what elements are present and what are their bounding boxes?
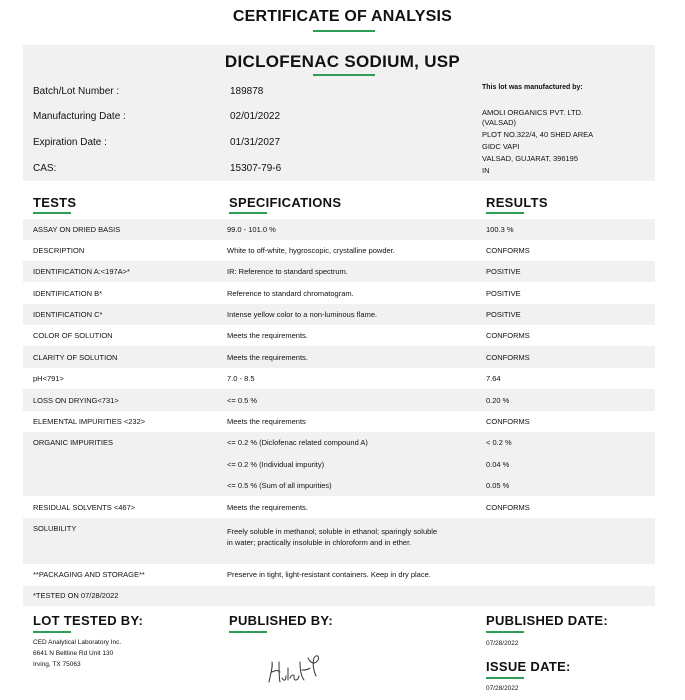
manufacturer-line: (VALSAD)	[482, 118, 517, 127]
test-result: 100.3 %	[486, 225, 514, 234]
published-date-heading: PUBLISHED DATE:	[486, 613, 608, 628]
manufacturer-line: AMOLI ORGANICS PVT. LTD.	[482, 108, 584, 117]
table-row	[23, 389, 655, 411]
test-specification: Meets the requirements	[227, 417, 306, 426]
test-name: CLARITY OF SOLUTION	[33, 353, 118, 362]
published-date-underline	[486, 631, 524, 633]
test-result: 0.20 %	[486, 396, 510, 405]
test-result: 7.64	[486, 374, 501, 383]
test-name: pH<791>	[33, 374, 64, 383]
test-result: 0.04 %	[486, 460, 510, 469]
test-specification: Reference to standard chromatogram.	[227, 289, 354, 298]
tests-header: TESTS	[33, 195, 77, 210]
test-result: POSITIVE	[486, 267, 521, 276]
test-specification: Meets the requirements.	[227, 353, 308, 362]
signature-image	[264, 648, 324, 688]
specifications-header-underline	[229, 212, 267, 214]
test-result: < 0.2 %	[486, 438, 512, 447]
test-name: IDENTIFICATION B*	[33, 289, 103, 298]
table-row	[23, 325, 655, 346]
test-name: RESIDUAL SOLVENTS <467>	[33, 503, 136, 512]
title-underline	[313, 30, 375, 32]
batch-lot-label: Batch/Lot Number :	[33, 86, 120, 97]
table-row	[23, 304, 655, 325]
table-row	[23, 346, 655, 368]
test-name: LOSS ON DRYING<731>	[33, 396, 119, 405]
test-specification: Meets the requirements.	[227, 331, 308, 340]
manufacturer-heading: This lot was manufactured by:	[482, 84, 583, 91]
test-name: SOLUBILITY	[33, 524, 77, 533]
test-result: POSITIVE	[486, 289, 521, 298]
manufacturer-line: VALSAD, GUJARAT, 396195	[482, 154, 579, 163]
specifications-header: SPECIFICATIONS	[229, 195, 342, 210]
test-specification: Preserve in tight, light-resistant containers. Keep in dry place.	[227, 570, 431, 579]
test-specification: Intense yellow color to a non-luminous flame.	[227, 310, 378, 319]
tests-header-underline	[33, 212, 71, 214]
cas-label: CAS:	[33, 163, 57, 174]
test-name: IDENTIFICATION A:<197A>*	[33, 267, 130, 276]
lot-tested-by-heading: LOT TESTED BY:	[33, 613, 144, 628]
test-specification: Freely soluble in methanol; soluble in ethanol; sparingly soluble in water; practically insoluble in chloroform and in ether.	[227, 527, 438, 547]
manufacturing-date-value: 02/01/2022	[230, 111, 281, 122]
issue-date-heading: ISSUE DATE:	[486, 659, 571, 674]
test-specification: White to off-white, hygroscopic, crystalline powder.	[227, 246, 395, 255]
table-row	[23, 368, 655, 389]
test-name: DESCRIPTION	[33, 246, 85, 255]
issue-date-value: 07/28/2022	[486, 685, 519, 692]
test-specification: 7.0 - 8.5	[227, 374, 255, 383]
results-header: RESULTS	[486, 195, 548, 210]
table-row	[23, 240, 655, 261]
test-result: CONFORMS	[486, 246, 530, 255]
test-result: CONFORMS	[486, 331, 530, 340]
published-date-value: 07/28/2022	[486, 640, 519, 647]
table-row	[23, 586, 655, 606]
test-name: COLOR OF SOLUTION	[33, 331, 113, 340]
published-by-underline	[229, 631, 267, 633]
test-specification: 99.0 - 101.0 %	[227, 225, 276, 234]
test-name: ORGANIC IMPURITIES	[33, 438, 114, 447]
test-result: POSITIVE	[486, 310, 521, 319]
manufacturer-line: IN	[482, 166, 490, 175]
table-row	[23, 219, 655, 240]
test-result: CONFORMS	[486, 503, 530, 512]
test-result: 0.05 %	[486, 481, 510, 490]
manufacturer-line: GIDC VAPI	[482, 142, 520, 151]
product-name: DICLOFENAC SODIUM, USP	[224, 52, 461, 71]
tested-on-note: *TESTED ON 07/28/2022	[33, 591, 119, 600]
table-row	[23, 282, 655, 304]
issue-date-underline	[486, 677, 524, 679]
expiration-date-value: 01/31/2027	[230, 137, 281, 148]
table-row	[23, 496, 655, 518]
lot-tested-by-underline	[33, 631, 71, 633]
batch-lot-value: 189878	[230, 86, 264, 97]
test-specification: <= 0.5 % (Sum of all impurities)	[227, 481, 332, 490]
published-by-heading: PUBLISHED BY:	[229, 613, 334, 628]
test-specification: Meets the requirements.	[227, 503, 308, 512]
test-name: ELEMENTAL IMPURITIES <232>	[33, 417, 146, 426]
test-name: IDENTIFICATION C*	[33, 310, 103, 319]
manufacturing-date-label: Manufacturing Date :	[33, 111, 126, 122]
manufacturer-line: PLOT NO.322/4, 40 SHED AREA	[482, 130, 594, 139]
results-header-underline	[486, 212, 524, 214]
test-specification: IR: Reference to standard spectrum.	[227, 267, 348, 276]
lab-name: CED Analytical Laboratory Inc.	[33, 639, 122, 646]
table-row	[23, 564, 655, 586]
table-row	[23, 432, 655, 496]
lab-address: 6641 N Beltline Rd Unit 130	[33, 650, 114, 657]
cas-value: 15307-79-6	[230, 163, 282, 174]
table-row	[23, 518, 655, 564]
table-row	[23, 261, 655, 282]
test-specification: <= 0.2 % (Individual impurity)	[227, 460, 325, 469]
test-name: ASSAY ON DRIED BASIS	[33, 225, 121, 234]
expiration-date-label: Expiration Date :	[33, 137, 107, 148]
test-specification: <= 0.5 %	[227, 396, 258, 405]
product-underline	[313, 74, 375, 76]
table-row	[23, 411, 655, 432]
document-title: CERTIFICATE OF ANALYSIS	[232, 8, 453, 25]
lab-city: Irving, TX 75063	[33, 661, 81, 668]
test-result: CONFORMS	[486, 353, 530, 362]
test-name: **PACKAGING AND STORAGE**	[33, 570, 145, 579]
test-specification: <= 0.2 % (Diclofenac related compound A)	[227, 438, 368, 447]
test-result: CONFORMS	[486, 417, 530, 426]
